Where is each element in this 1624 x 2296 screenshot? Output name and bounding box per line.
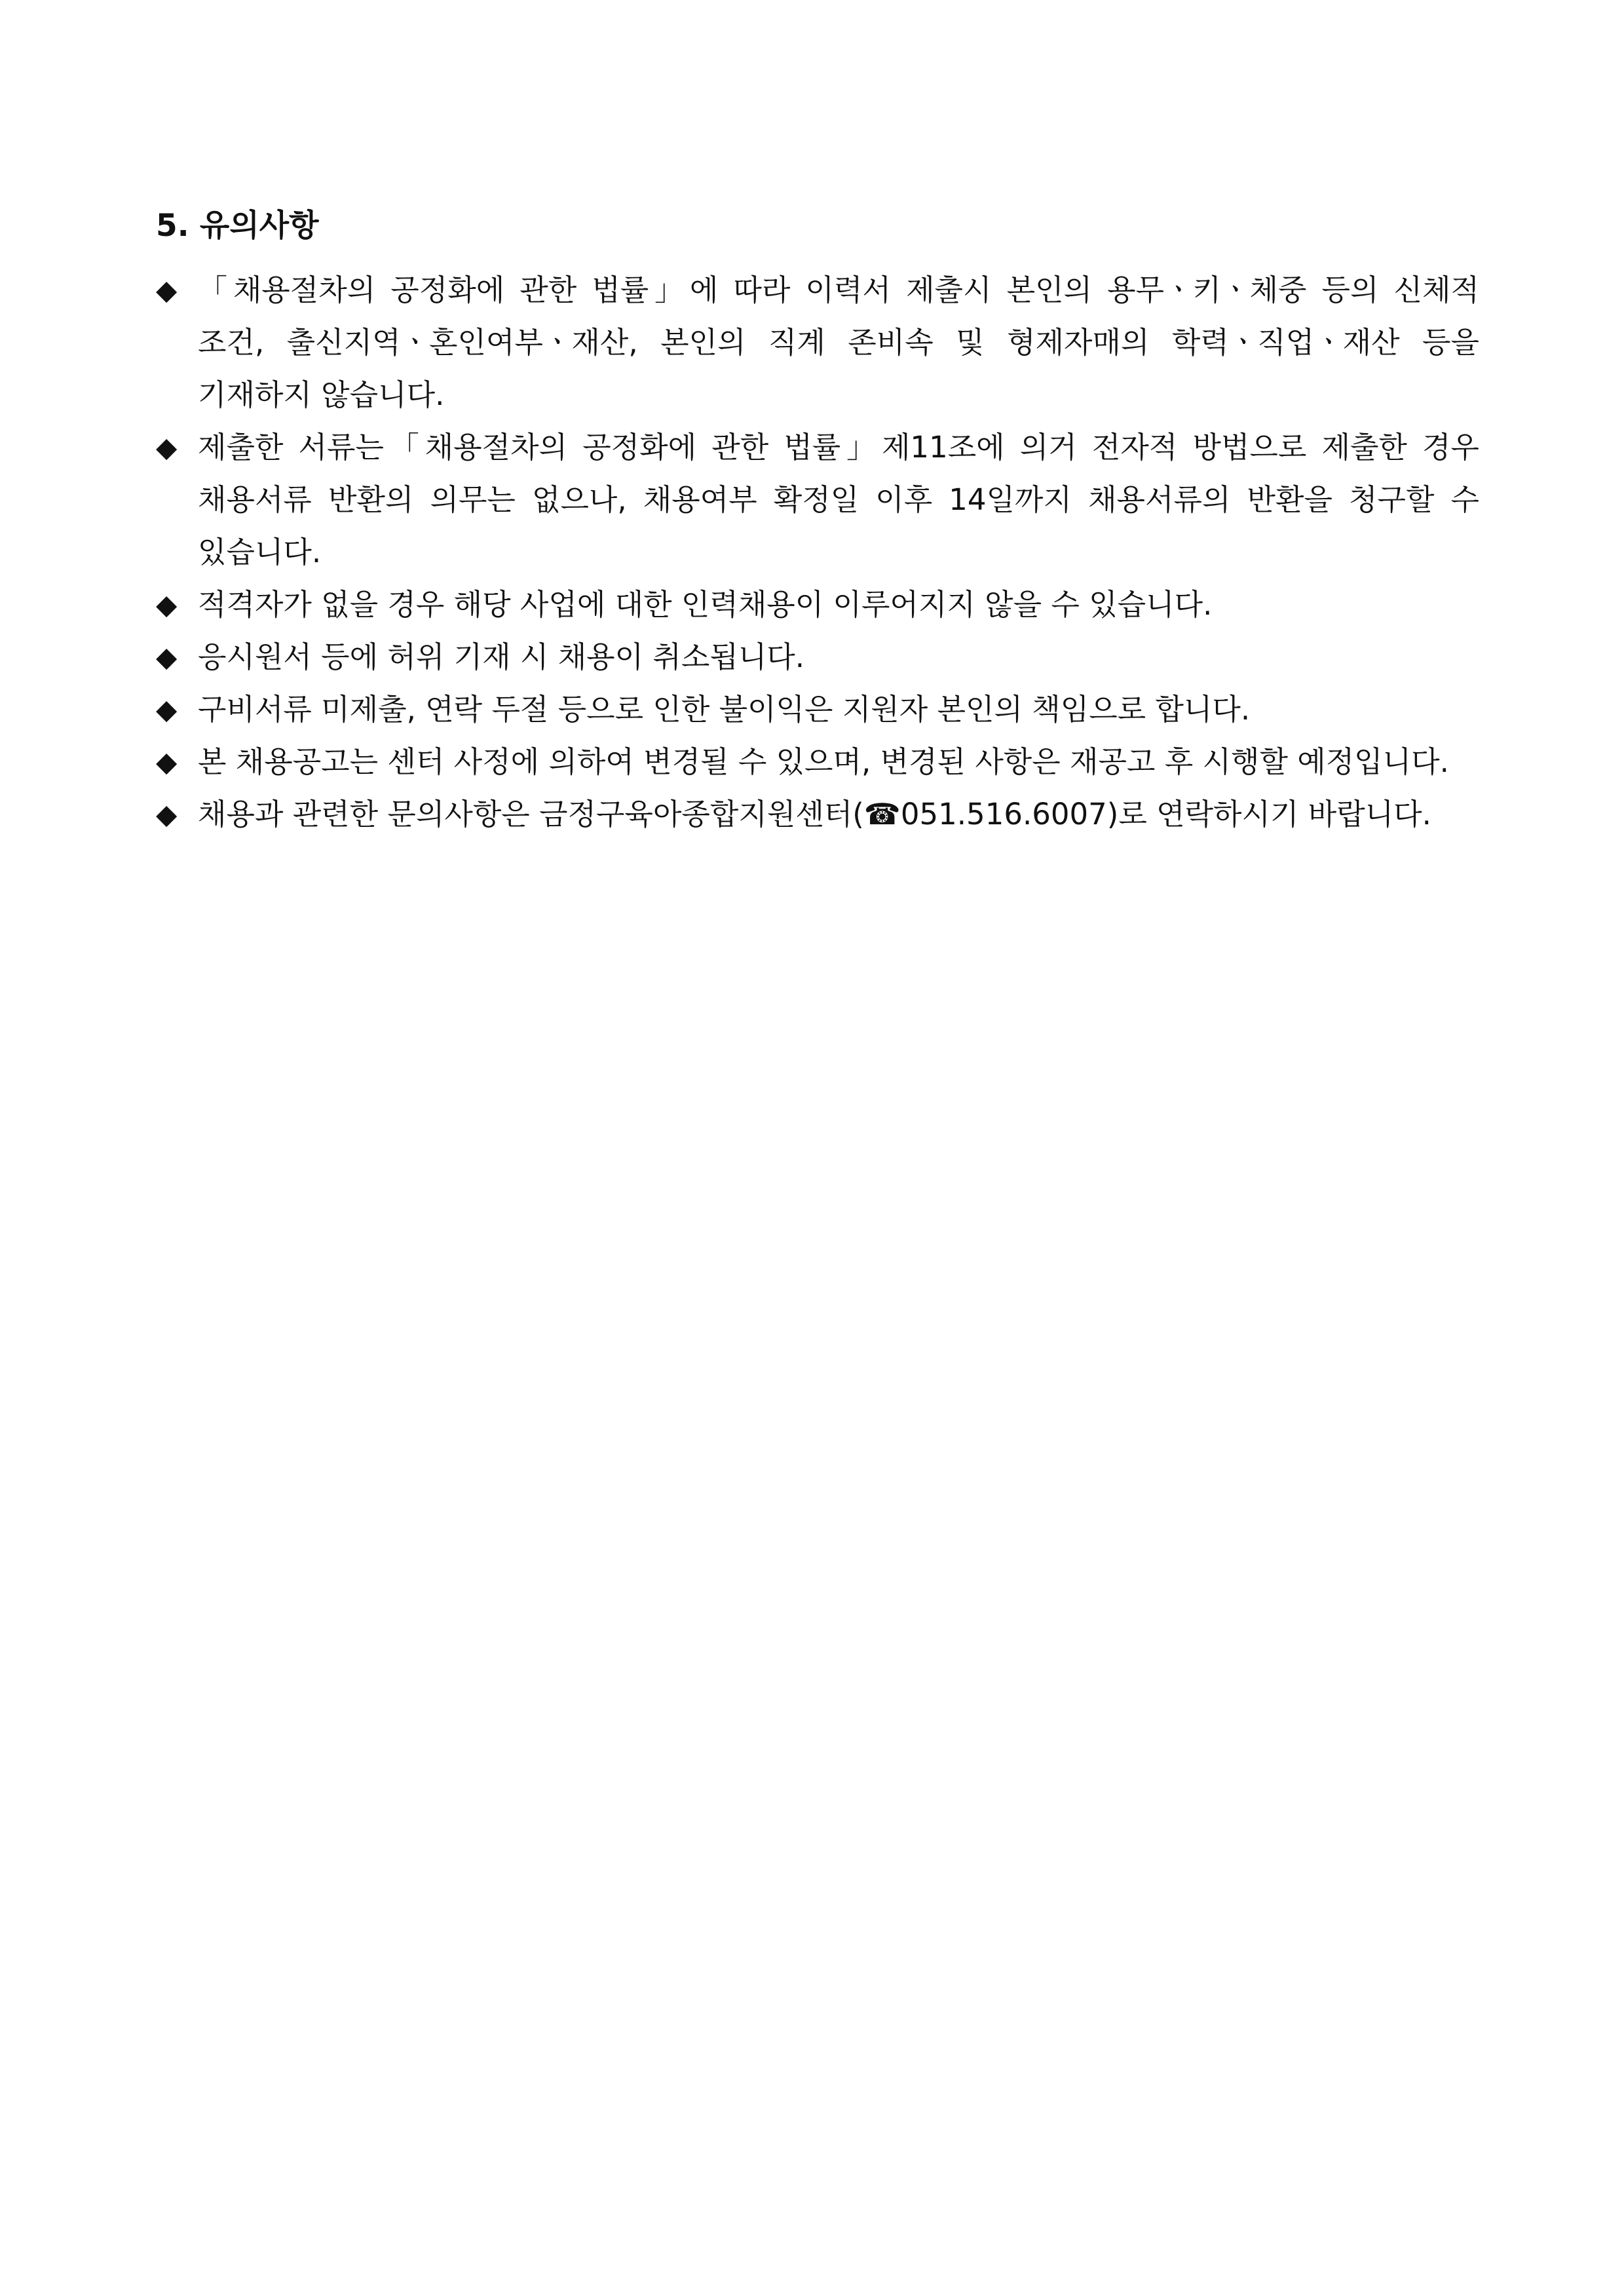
diamond-bullet-icon: ◆: [156, 274, 178, 306]
notice-item-2: [156, 421, 1479, 579]
notice-text: 제출한 서류는「채용절차의 공정화에 관한 법률」제11조에 의거 전자적 방법으로 제출한 경우 채용서류 반환의 의무는 없으나, 채용여부 확정일 이후 14일까지 채용서류의 반환을 청구할 수 있습니다.: [198, 430, 1479, 569]
notice-list: [156, 264, 1479, 841]
notice-item-7: [156, 788, 1479, 841]
notice-section: [156, 200, 1479, 841]
notice-text: 「채용절차의 공정화에 관한 법률」에 따라 이력서 제출시 본인의 용무ㆍ키ㆍ체중 등의 신체적 조건, 출신지역ㆍ혼인여부ㆍ재산, 본인의 직계 존비속 및 형제자매의 학력ㆍ직업ㆍ재산 등을 기재하지 않습니다.: [198, 273, 1479, 412]
notice-item-5: [156, 683, 1479, 736]
notice-item-3: [156, 579, 1479, 631]
notice-text: 본 채용공고는 센터 사정에 의하여 변경될 수 있으며, 변경된 사항은 재공고 후 시행할 예정입니다.: [198, 744, 1449, 779]
diamond-bullet-icon: ◆: [156, 693, 178, 725]
notice-text: 적격자가 없을 경우 해당 사업에 대한 인력채용이 이루어지지 않을 수 있습니다.: [198, 587, 1213, 622]
notice-text: 채용과 관련한 문의사항은 금정구육아종합지원센터(☎051.516.6007)로 연락하시기 바랍니다.: [198, 797, 1431, 832]
diamond-bullet-icon: ◆: [156, 588, 178, 621]
notice-text: 응시원서 등에 허위 기재 시 채용이 취소됩니다.: [198, 640, 805, 674]
notice-item-6: [156, 736, 1479, 788]
diamond-bullet-icon: ◆: [156, 641, 178, 673]
notice-item-1: [156, 264, 1479, 421]
notice-text: 구비서류 미제출, 연락 두절 등으로 인한 불이익은 지원자 본인의 책임으로 합니다.: [198, 692, 1251, 727]
diamond-bullet-icon: ◆: [156, 431, 178, 463]
diamond-bullet-icon: ◆: [156, 798, 178, 830]
diamond-bullet-icon: ◆: [156, 746, 178, 778]
notice-item-4: [156, 631, 1479, 683]
section-title: 5. 유의사항: [156, 208, 319, 244]
